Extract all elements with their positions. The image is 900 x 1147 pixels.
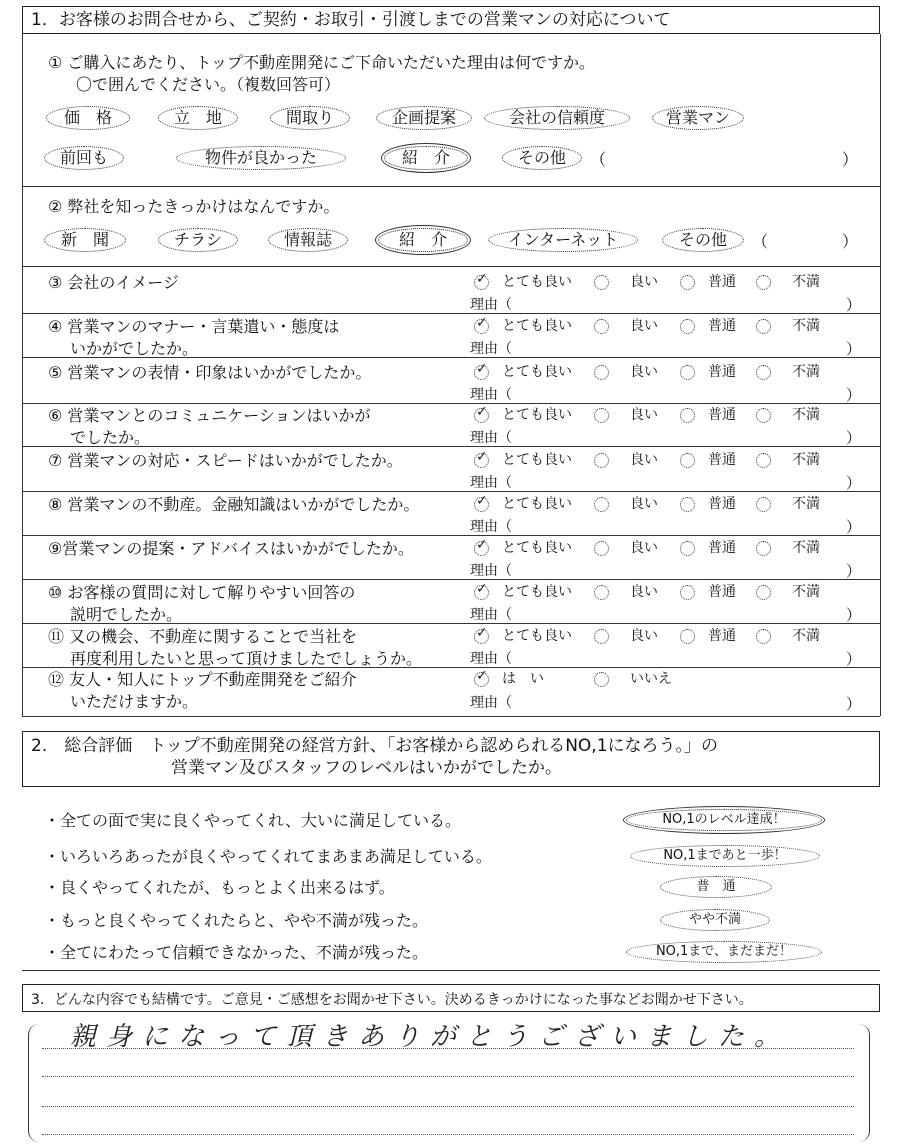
q12-yes-check-mark: ✓	[476, 668, 488, 684]
divider	[22, 667, 880, 668]
q9-check-mark: ✓	[476, 537, 488, 553]
q7-check-mark: ✓	[476, 449, 488, 465]
evaluation-item-text: ・全ての面で実に良くやってくれ、大いに満足している。	[44, 811, 461, 830]
q11-reason-close: ）	[846, 650, 862, 668]
q3-rating-label: とても良い	[502, 274, 572, 290]
q3-rating-label: 不満	[792, 274, 820, 290]
q6-text-line2: でしたか。	[70, 428, 151, 447]
q7-rating-radio[interactable]	[756, 453, 771, 468]
section1-heading	[22, 6, 880, 34]
q5-text-line1: ⑤ 営業マンの表情・印象はいかがでしたか。	[48, 363, 372, 382]
q6-rating-label: 良い	[630, 407, 658, 423]
q2-option-other[interactable]: その他	[662, 228, 744, 252]
q4-reason-label: 理由（	[470, 341, 512, 357]
q2-option-newspaper[interactable]: 新 聞	[44, 228, 126, 252]
q12-yes-label: は い	[502, 671, 544, 687]
evaluation-option[interactable]: やや不満	[660, 909, 770, 931]
q1-option-previous[interactable]: 前回も	[44, 146, 124, 170]
q1-text-line2: 〇で囲んでください。（複数回答可）	[76, 75, 341, 94]
q9-text-line1: ⑨営業マンの提案・アドバイスはいかがでしたか。	[48, 539, 414, 558]
q3-check-mark: ✓	[476, 271, 488, 287]
q1-other-paren-close: ）	[842, 150, 859, 169]
q11-text-line1: ⑪ 又の機会、不動産に関することで当社を	[48, 627, 358, 646]
q3-rating-radio[interactable]	[594, 275, 609, 290]
q1-option-other[interactable]: その他	[502, 146, 582, 170]
q8-rating-radio[interactable]	[756, 497, 771, 512]
q4-rating-radio[interactable]	[594, 319, 609, 334]
q8-reason-close: ）	[846, 518, 862, 536]
q6-rating-label: とても良い	[502, 407, 572, 423]
q11-text-line2: 再度利用したいと思って頂けましたでしょうか。	[70, 649, 423, 668]
divider	[22, 266, 880, 267]
q2-text: ② 弊社を知ったきっかけはなんですか。	[48, 197, 340, 216]
q4-rating-label: とても良い	[502, 318, 572, 334]
q5-rating-radio[interactable]	[594, 365, 609, 380]
section2-bottom	[22, 970, 880, 971]
section2-heading-line1: 2. 総合評価 トップ不動産開発の経営方針、「お客様から認められるNO,1になろう。」の	[31, 736, 719, 756]
q6-rating-label: 普通	[708, 407, 736, 423]
divider	[22, 579, 880, 580]
q11-rating-label: 良い	[630, 628, 658, 644]
q6-reason-label: 理由（	[470, 430, 512, 446]
q12-text-line2: いただけますか。	[70, 692, 199, 711]
q12-no-label: いいえ	[630, 671, 672, 687]
q4-rating-radio[interactable]	[756, 319, 771, 334]
q10-reason-close: ）	[846, 606, 862, 624]
q10-rating-radio[interactable]	[756, 585, 771, 600]
q1-option-price[interactable]: 価 格	[46, 106, 130, 130]
q4-rating-radio[interactable]	[680, 319, 695, 334]
q8-check-mark: ✓	[476, 493, 488, 509]
q7-rating-radio[interactable]	[594, 453, 609, 468]
q11-rating-radio[interactable]	[594, 629, 609, 644]
q6-reason-close: ）	[846, 429, 862, 447]
section3-heading-text: 3．どんな内容でも結構です。ご意見・ご感想をお聞かせ下さい。決めるきっかけになった事などお聞かせ下さい。	[31, 992, 753, 1008]
q9-rating-label: 良い	[630, 540, 658, 556]
q10-rating-label: とても良い	[502, 584, 572, 600]
q9-rating-label: 不満	[792, 540, 820, 556]
q7-rating-label: 普通	[708, 452, 736, 468]
q5-rating-label: 不満	[792, 364, 820, 380]
evaluation-item-text: ・良くやってくれたが、もっとよく出来るはず。	[44, 878, 395, 897]
divider	[22, 491, 880, 492]
q10-text-line2: 説明でしたか。	[70, 605, 183, 624]
q11-rating-label: 普通	[708, 628, 736, 644]
q5-rating-label: 普通	[708, 364, 736, 380]
q9-rating-radio[interactable]	[594, 541, 609, 556]
q9-rating-label: 普通	[708, 540, 736, 556]
q1-option-location[interactable]: 立 地	[158, 106, 238, 130]
q11-check-mark: ✓	[476, 625, 488, 641]
q9-reason-close: ）	[846, 562, 862, 580]
q5-rating-label: とても良い	[502, 364, 572, 380]
section1-frame-left	[22, 34, 23, 716]
q1-option-company-trust[interactable]: 会社の信頼度	[484, 106, 630, 130]
q8-reason-label: 理由（	[470, 519, 512, 535]
comment-bracket-left	[28, 1024, 39, 1142]
q5-rating-label: 良い	[630, 364, 658, 380]
q10-reason-label: 理由（	[470, 607, 512, 623]
q4-text-line2: いかがでしたか。	[70, 339, 199, 358]
evaluation-item-text: ・全てにわたって信頼できなかった、不満が残った。	[44, 943, 429, 962]
q2-option-flyer[interactable]: チラシ	[158, 228, 238, 252]
q5-rating-radio[interactable]	[680, 365, 695, 380]
section1-frame-right	[880, 34, 881, 716]
q11-reason-label: 理由（	[470, 651, 512, 667]
q4-rating-label: 普通	[708, 318, 736, 334]
divider	[22, 186, 880, 187]
q2-option-referral[interactable]: 紹 介	[378, 228, 468, 252]
q9-reason-label: 理由（	[470, 563, 512, 579]
q8-rating-label: とても良い	[502, 496, 572, 512]
q7-reason-close: ）	[846, 474, 862, 492]
q9-rating-radio[interactable]	[680, 541, 695, 556]
q12-reason-label: 理由（	[470, 695, 512, 711]
section3-heading	[22, 984, 880, 1012]
section2-heading-line2: 営業マン及びスタッフのレベルはいかがでしたか。	[171, 758, 562, 778]
divider	[22, 313, 880, 314]
divider	[22, 535, 880, 536]
q1-option-referral[interactable]: 紹 介	[384, 146, 468, 170]
q10-rating-radio[interactable]	[680, 585, 695, 600]
q8-rating-label: 不満	[792, 496, 820, 512]
q6-check-mark: ✓	[476, 404, 488, 420]
q7-rating-label: とても良い	[502, 452, 572, 468]
q1-option-planning[interactable]: 企画提案	[376, 106, 472, 130]
q3-rating-label: 普通	[708, 274, 736, 290]
q3-reason-label: 理由（	[470, 297, 512, 313]
section2-heading	[22, 731, 880, 787]
q12-reason-close: ）	[846, 695, 862, 713]
q10-rating-label: 不満	[792, 584, 820, 600]
section1-bottom	[22, 716, 880, 717]
q1-other-paren-open: （	[590, 150, 607, 169]
q8-rating-label: 普通	[708, 496, 736, 512]
q5-check-mark: ✓	[476, 361, 488, 377]
q9-rating-label: とても良い	[502, 540, 572, 556]
q4-reason-close: ）	[846, 340, 862, 358]
q7-text-line1: ⑦ 営業マンの対応・スピードはいかがでしたか。	[48, 451, 403, 470]
q7-rating-radio[interactable]	[680, 453, 695, 468]
divider	[22, 403, 880, 404]
comment-line	[42, 1106, 854, 1107]
q3-rating-radio[interactable]	[680, 275, 695, 290]
q12-text-line1: ⑫ 友人・知人にトップ不動産開発をご紹介	[48, 670, 357, 689]
q12-no-radio[interactable]	[594, 672, 609, 687]
q2-option-magazine[interactable]: 情報誌	[268, 228, 348, 252]
q11-rating-label: とても良い	[502, 628, 572, 644]
q1-text-line1: ① ご購入にあたり、トップ不動産開発にご下命いただいた理由は何ですか。	[48, 53, 595, 72]
q5-reason-label: 理由（	[470, 387, 512, 403]
q4-check-mark: ✓	[476, 315, 488, 331]
q5-rating-radio[interactable]	[756, 365, 771, 380]
section1-heading-text: 1．お客様のお問合せから、ご契約・お取引・引渡しまでの営業マンの対応について	[31, 10, 671, 30]
q10-rating-label: 普通	[708, 584, 736, 600]
q11-rating-radio[interactable]	[756, 629, 771, 644]
q6-rating-radio[interactable]	[756, 408, 771, 423]
q11-rating-radio[interactable]	[680, 629, 695, 644]
q8-rating-radio[interactable]	[594, 497, 609, 512]
divider	[22, 446, 880, 447]
evaluation-option[interactable]: NO,1まで、まだまだ！	[626, 941, 822, 963]
evaluation-item-text: ・いろいろあったが良くやってくれてまあまあ満足している。	[44, 847, 492, 866]
q10-text-line1: ⑩ お客様の質問に対して解りやすい回答の	[48, 583, 356, 602]
handwritten-comment: 親身になって頂きありがとうございました。	[70, 1022, 791, 1052]
evaluation-option[interactable]: 普 通	[660, 876, 772, 898]
q2-other-paren-close: ）	[842, 232, 859, 251]
q8-text-line1: ⑧ 営業マンの不動産。金融知識はいかがでしたか。	[48, 495, 420, 514]
q1-option-layout[interactable]: 間取り	[270, 106, 350, 130]
divider	[22, 623, 880, 624]
q6-rating-radio[interactable]	[594, 408, 609, 423]
divider	[22, 357, 880, 358]
q7-rating-label: 良い	[630, 452, 658, 468]
q8-rating-label: 良い	[630, 496, 658, 512]
q6-rating-radio[interactable]	[680, 408, 695, 423]
evaluation-option[interactable]: NO,1まであと一歩！	[630, 845, 820, 867]
q7-rating-label: 不満	[792, 452, 820, 468]
q4-rating-label: 良い	[630, 318, 658, 334]
q1-option-good-property[interactable]: 物件が良かった	[176, 146, 346, 170]
comment-bracket-right	[859, 1024, 870, 1142]
comment-line	[42, 1076, 854, 1077]
q11-rating-label: 不満	[792, 628, 820, 644]
q5-reason-close: ）	[846, 386, 862, 404]
evaluation-item-text: ・もっと良くやってくれたらと、やや不満が残った。	[44, 911, 429, 930]
q10-rating-radio[interactable]	[594, 585, 609, 600]
q10-rating-label: 良い	[630, 584, 658, 600]
q3-text-line1: ③ 会社のイメージ	[48, 273, 179, 292]
q2-option-internet[interactable]: インターネット	[488, 228, 638, 252]
q7-reason-label: 理由（	[470, 475, 512, 491]
evaluation-option[interactable]: NO,1のレベル達成！	[626, 809, 822, 831]
q3-rating-label: 良い	[630, 274, 658, 290]
q10-check-mark: ✓	[476, 581, 488, 597]
q4-rating-label: 不満	[792, 318, 820, 334]
q6-text-line1: ⑥ 営業マンとのコミュニケーションはいかが	[48, 406, 371, 425]
q3-reason-close: ）	[846, 296, 862, 314]
q8-rating-radio[interactable]	[680, 497, 695, 512]
q4-text-line1: ④ 営業マンのマナー・言葉遣い・態度は	[48, 317, 340, 336]
q3-rating-radio[interactable]	[756, 275, 771, 290]
q1-option-salesperson[interactable]: 営業マン	[652, 106, 744, 130]
comment-line	[42, 1134, 854, 1135]
q2-other-paren-open: （	[752, 232, 769, 251]
q9-rating-radio[interactable]	[756, 541, 771, 556]
q6-rating-label: 不満	[792, 407, 820, 423]
